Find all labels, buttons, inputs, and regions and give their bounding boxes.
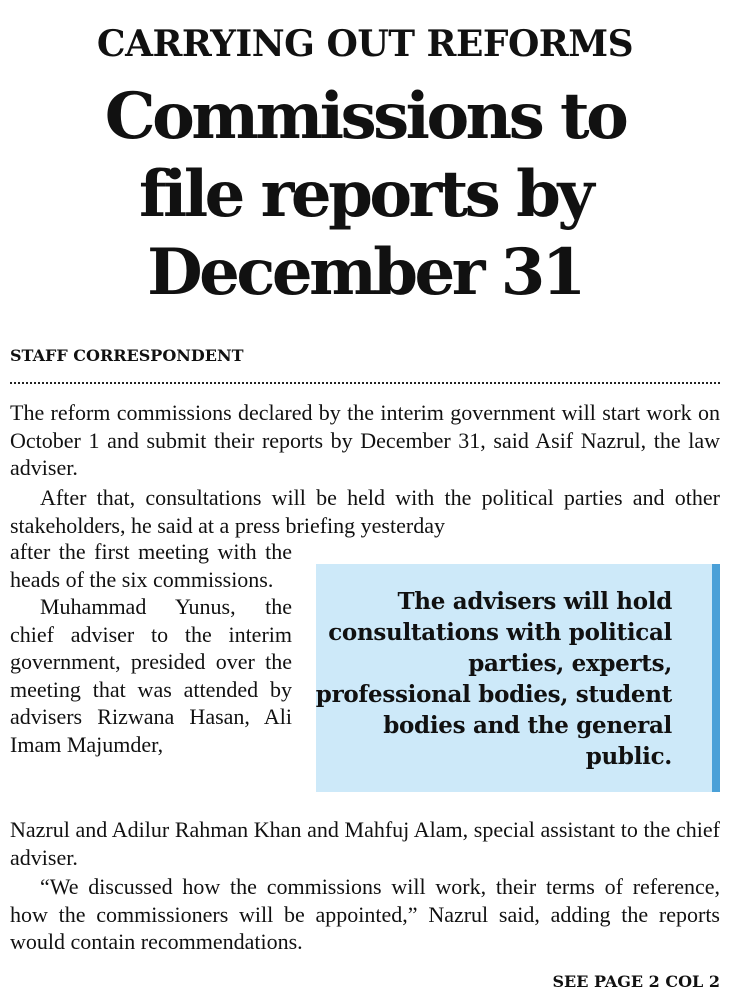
headline-line-1: Commissions to (104, 79, 626, 154)
headline-line-2: file reports by (138, 157, 592, 232)
headline-line-3: December 31 (147, 235, 583, 310)
continuation-link[interactable]: SEE PAGE 2 COL 2 (552, 972, 720, 991)
pull-quote-box (316, 564, 714, 792)
paragraph-3-wrap: Muhammad Yunus, the chief adviser to the interim government, presided over the meeting that was attended by advisers Rizwana Hasan, Ali Imam Majumder, (10, 594, 292, 757)
paragraph-1: The reform commissions declared by the interim government will start work on October 1 and submit their reports by December 31, said Asif Nazrul, the law adviser. (10, 400, 720, 480)
headline (0, 78, 730, 312)
pull-quote-accent-bar (712, 564, 720, 792)
dotted-divider (10, 382, 720, 384)
byline: STAFF CORRESPONDENT (10, 346, 244, 365)
narrow-column (10, 538, 292, 758)
pull-quote-text: The advisers will hold consultations with political parties, experts, professional bodies, student bodies and the general public. (315, 588, 672, 770)
paragraph-4: “We discussed how the commissions will work, their terms of reference, how the commissioners will be appointed,” Nazrul said, adding the reports would contain recommendations. (10, 874, 720, 954)
paragraph-2-wrap: after the first meeting with the heads of the six commissions. (10, 539, 292, 592)
kicker: CARRYING OUT REFORMS (96, 23, 634, 65)
paragraph-2-top: After that, consultations will be held with the political parties and other stakeholders, he said at a press briefing yesterday (10, 485, 720, 538)
paragraph-3-bottom: Nazrul and Adilur Rahman Khan and Mahfuj Alam, special assistant to the chief adviser. (10, 817, 720, 870)
